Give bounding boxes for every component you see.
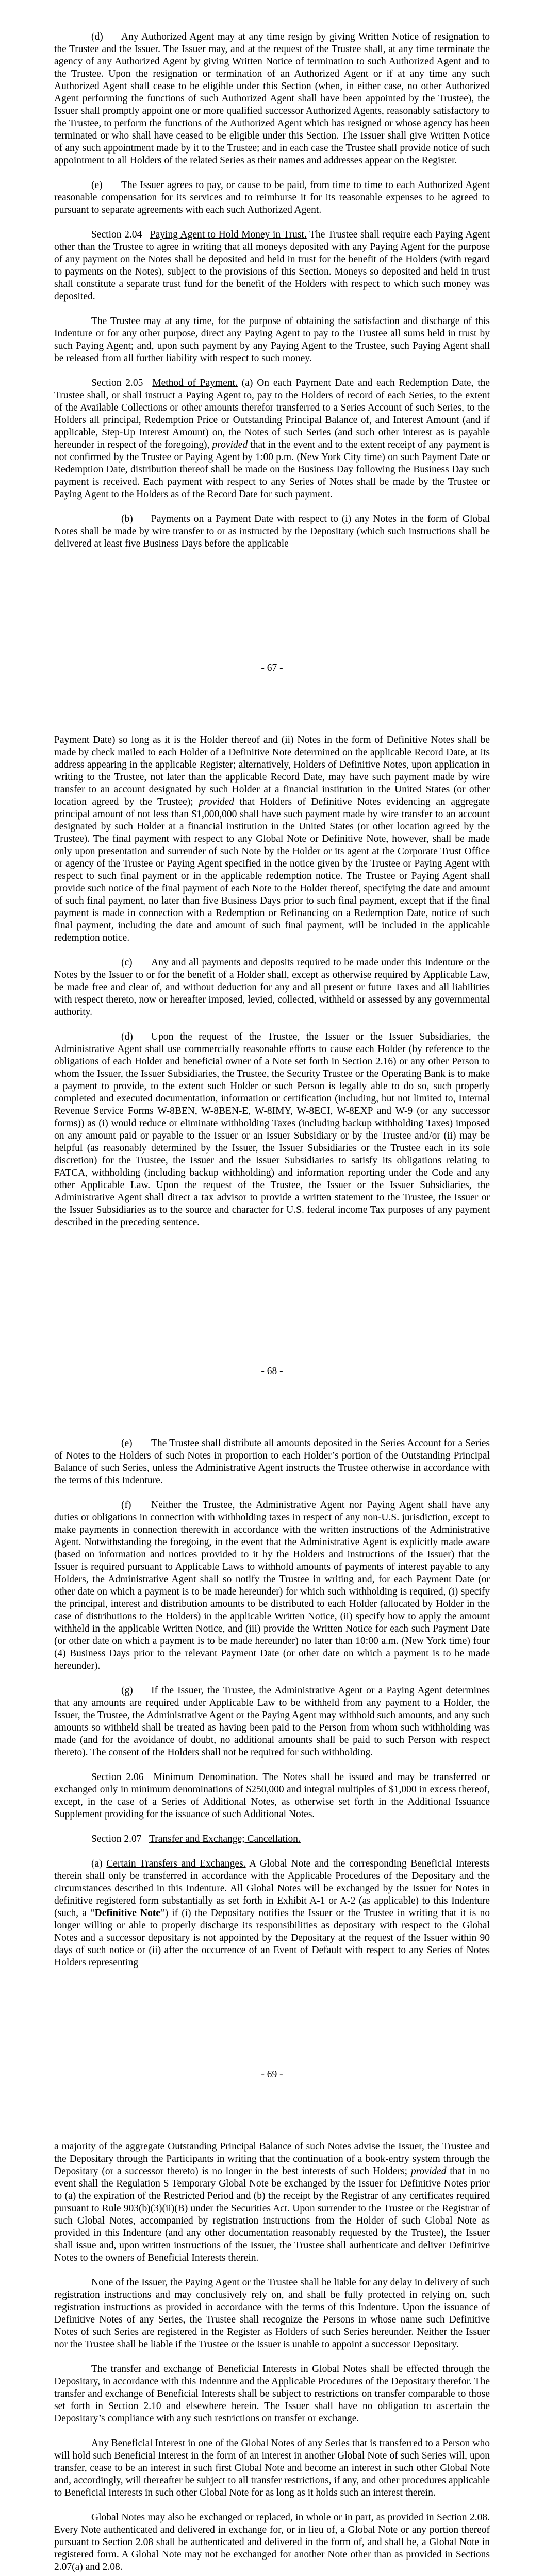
defined-term: Definitive Note (94, 1908, 160, 1919)
section-heading: Transfer and Exchange; Cancellation. (149, 1834, 301, 1844)
section-label: Section 2.04 (91, 229, 142, 240)
paragraph-text: The Trustee shall require each Paying Agent other than the Trustee to agree in writing that all moneys deposited with any Paying Agent for the purpose of any payment on the Notes shall be deposited and held in trust for the benefit of the Holders (with regard to payments on the Notes), subject to the provisions of this Section. Moneys so deposited and held in trust shall constitute a separate trust fund for the benefit of the Holders with respect to which such money was deposited. (54, 229, 490, 302)
page-70 (0, 2110, 544, 2576)
paragraph-2-05-b (54, 513, 490, 550)
paragraph-label: (d) (91, 31, 103, 42)
section-2-06 (54, 1771, 490, 1821)
paragraph-text: Neither the Trustee, the Administrative Agent nor Paying Agent shall have any duties or obligations in connection with withholding taxes in respect of any non-U.S. jurisdiction, except to make payments in connection therewith in accordance with the written instructions of the Administrative Agent. Notwithstanding the foregoing, in the event that the Administrative Agent is explicitly made aware (based on information and notices provided to it by the Holders and instructions of the Issuer) that the Issuer is required pursuant to Applicable Laws to withhold amounts of payments of interest payable to any Holders, the Administrative Agent shall so notify the Trustee in writing and, for each Payment Date (or other date on which a payment is to be made hereunder) for which such withholding is required, (i) specify the principal, interest and distribution amounts to be distributed to each Holder (allocated by Holder in the case of distributions to the Holders) in the applicable Written Notice, (ii) specify how to apply the amount withheld in the applicable Written Notice, and (iii) provide the Written Notice for each such Payment Date (or other date on which a payment is to be made hereunder) no later than 10:00 a.m. (New York time) four (4) Business Days prior to the relevant Payment Date (or other date on which a payment is to be made hereunder). (54, 1500, 490, 1671)
paragraph-2-05-e (54, 1437, 490, 1487)
paragraph-text: The Issuer agrees to pay, or cause to be paid, from time to time to each Authorized Agent reasonable compensation for its services and to reimburse it for its reasonable expenses to be agreed to pursuant to separate agreements with each such Authorized Agent. (54, 180, 490, 215)
paragraph-text: Payments on a Payment Date with respect to (i) any Notes in the form of Global Notes shall be made by wire transfer to or as instructed by the Depositary (which such instructions shall be delivered at least five Business Days before the applicable (54, 514, 490, 549)
emphasis-provided: provided (199, 796, 234, 807)
paragraph-text: A Global Note and the corresponding Beneficial Interests therein shall only be transferred in accordance with the Applicable Procedures of the Depositary and the circumstances described in this Indenture. All Global Notes will be exchanged by the Issuer for Notes in definitive registered form substantially as set forth in Exhibit A-1 or A-2 (as applicable) to this Indenture (such, a “ (54, 1858, 490, 1919)
paragraph-text: The Notes shall be issued and may be transferred or exchanged only in minimum denominations of $250,000 and integral multiples of $1,000 in excess thereof, except, in the case of a Series of Additional Notes, as otherwise set forth in the Additional Issuance Supplement providing for the issuance of such Additional Notes. (54, 1772, 490, 1820)
page-68 (0, 703, 544, 1406)
paragraph-text: Any and all payments and deposits required to be made under this Indenture or the Notes by the Issuer to or for the benefit of a Holder shall, except as otherwise required by Applicable Law, be made free and clear of, and without deduction for any and all present or future Taxes and all liabilities with respect thereto, now or hereafter imposed, levied, collected, withheld or assessed by any governmental authority. (54, 957, 490, 1018)
emphasis-provided: provided (212, 439, 248, 450)
section-heading: Minimum Denomination. (153, 1772, 258, 1783)
paragraph-transfer-and-exchange (54, 2363, 490, 2425)
paragraph-heading: Certain Transfers and Exchanges. (106, 1858, 246, 1869)
paragraph-text: The Trustee shall distribute all amounts deposited in the Series Account for a Series of Notes to the Holders of such Notes in proportion to each Holder’s portion of the Outstanding Principal Balance of such Series, unless the Administrative Agent instructs the Trustee otherwise in accordance with the terms of this Indenture. (54, 1438, 490, 1486)
paragraph-text: Upon the request of the Trustee, the Issuer or the Issuer Subsidiaries, the Administrative Agent shall use commercially reasonable efforts to cause each Holder (by reference to the obligations of each Holder and beneficial owner of a Note set forth in Section 2.16) or any other Person to whom the Issuer, the Issuer Subsidiaries, the Trustee, the Security Trustee or the Operating Bank is to make a payment to provide, to the extent such Holder or such Person is legally able to do so, such properly completed and executed documentation, information or certification (including, but not limited to, Internal Revenue Service Forms W-8BEN, W-8BEN-E, W-8IMY, W-8ECI, W-8EXP and W-9 (or any successor forms)) as (i) would reduce or eliminate withholding Taxes (including backup withholding Taxes) imposed on any amount paid or payable to the Issuer or an Issuer Subsidiary or by the Trustee and/or (ii) may be helpful (as reasonably determined by the Issuer, the Issuer Subsidiaries or the Trustee each in its sole discretion) for the Trustee, the Issuer and the Issuer Subsidiaries to satisfy its obligations relating to FATCA, withholding (including backup withholding) and information reporting under the Code and any other Applicable Law. Upon the request of the Trustee, the Issuer or the Issuer Subsidiaries, the Administrative Agent shall direct a tax advisor to provide a written statement to the Trustee, the Issuer or the Issuer Subsidiaries as to the source and character for U.S. federal income Tax purposes of any payment described in the preceding sentence. (54, 1031, 490, 1228)
paragraph-label: (c) (121, 957, 133, 968)
paragraph-text: If the Issuer, the Trustee, the Administrative Agent or a Paying Agent determines that any amounts are required under Applicable Law to be withheld from any payment to a Holder, the Issuer, the Trustee, the Administrative Agent or the Paying Agent may withhold such amounts, and any such amounts so withheld shall be treated as having been paid to the Person from whom such withholding was made (and for the avoidance of doubt, no additional amounts shall be paid to such Person with respect thereto). The consent of the Holders shall not be required for such withholding. (54, 1685, 490, 1758)
paragraph-2-07-a-continued (54, 2141, 490, 2264)
page-number: - 69 - (261, 2069, 283, 2080)
paragraph-text: None of the Issuer, the Paying Agent or the Trustee shall be liable for any delay in delivery of such registration instructions and may conclusively rely on, and shall be fully protected in relying on, such registration instructions as provided in accordance with the terms of this Indenture. Upon the issuance of Definitive Notes of any Series, the Trustee shall recognize the Persons in whose name such Definitive Notes of such Series are registered in the Register as Holders of such Series hereunder. Neither the Issuer nor the Trustee shall be liable if the Trustee or the Issuer is unable to appoint a successor Depositary. (54, 2277, 490, 2350)
section-label: Section 2.05 (91, 378, 143, 388)
emphasis-provided: provided (410, 2166, 447, 2177)
paragraph-label: (e) (91, 180, 103, 191)
page-number: - 67 - (261, 663, 283, 673)
paragraph-2-05-d (54, 1031, 490, 1229)
section-2-05 (54, 377, 490, 501)
paragraph-text: The Trustee may at any time, for the purpose of obtaining the satisfaction and discharge of this Indenture or for any other purpose, direct any Paying Agent to pay to the Trustee all sums held in trust by such Paying Agent; and, upon such payment by any Paying Agent to the Trustee, such Paying Agent shall be released from all further liability with respect to such money. (54, 316, 490, 364)
paragraph-text: Any Authorized Agent may at any time resign by giving Written Notice of resignation to the Trustee and the Issuer. The Issuer may, and at the request of the Trustee shall, at any time terminate the agency of any Authorized Agent by giving Written Notice of termination to such Authorized Agent and to the Trustee. Upon the resignation or termination of an Authorized Agent or if at any time any such Authorized Agent shall cease to be eligible under this Section (when, in either case, no other Authorized Agent performing the functions of such Authorized Agent shall have been appointed by the Trustee), the Issuer shall promptly appoint one or more qualified successor Authorized Agents, reasonably satisfactory to the Trustee, to perform the functions of the Authorized Agent which has resigned or whose agency has been terminated or who shall have ceased to be eligible under this Section. The Issuer shall give Written Notice of any such appointment made by it to the Trustee; and in each case the Trustee shall provide notice of such appointment to all Holders of the related Series as their names and addresses appear on the Register. (54, 31, 490, 166)
paragraph-2-07-a (54, 1858, 490, 1969)
paragraph-text: that in no event shall the Regulation S Temporary Global Note be exchanged by the Issuer for Definitive Notes prior to (a) the expiration of the Restricted Period and (b) the receipt by the Registrar of any certificates required pursuant to Rule 903(b)(3)(ii)(B) under the Securities Act. Upon surrender to the Trustee or the Registrar of such Global Notes, accompanied by registration instructions from the Holder of such Global Note as provided in this Indenture (and any other documentation reasonably requested by the Trustee), the Issuer shall issue and, upon written instructions of the Issuer, the Trustee shall authenticate and deliver Definitive Notes to the owners of Beneficial Interests therein. (54, 2166, 490, 2263)
paragraph-text: Payment Date) so long as it is the Holder thereof and (ii) Notes in the form of Definitive Notes shall be made by check mailed to each Holder of a Definitive Note determined on the applicable Record Date, at its address appearing in the applicable Register; alternatively, Holders of Definitive Notes, upon application in writing to the Trustee, not later than the applicable Record Date, may have such payment made by wire transfer to an account designated by such Holder at a financial institution in the United States (or other location agreed by the Trustee); (54, 735, 490, 807)
paragraph-label: (f) (121, 1500, 131, 1511)
section-2-07 (54, 1833, 490, 1845)
section-heading: Method of Payment. (152, 378, 238, 388)
section-heading: Paying Agent to Hold Money in Trust. (150, 229, 307, 240)
section-2-04 (54, 229, 490, 303)
paragraph-label: (a) (91, 1858, 103, 1869)
paragraph-text: The transfer and exchange of Beneficial Interests in Global Notes shall be effected through the Depositary, in accordance with this Indenture and the Applicable Procedures of the Depositary therefor. The transfer and exchange of Beneficial Interests shall be subject to restrictions on transfer comparable to those set forth in Section 2.10 and elsewhere herein. The Issuer shall have no obligation to ascertain the Depositary’s compliance with any such restrictions on transfer or exchange. (54, 2364, 490, 2424)
paragraph-any-beneficial-interest (54, 2437, 490, 2499)
paragraph-label: (d) (121, 1031, 133, 1042)
paragraph-text: ”) if (i) the Depositary notifies the Issuer or the Trustee in writing that it is no longer willing or able to properly discharge its responsibilities as depositary with respect to the Global Notes and a successor depositary is not appointed by the Depositary at the request of the Issuer within 90 days of such notice or (ii) after the occurrence of an Event of Default with respect to any Series of Notes Holders representing (54, 1908, 490, 1968)
section-label: Section 2.06 (91, 1772, 144, 1783)
paragraph-text: that Holders of Definitive Notes evidencing an aggregate principal amount of not less than $1,000,000 shall have such payment made by wire transfer to an account designated by such Holder at a financial institution in the United States (or other location agreed by the Trustee). The final payment with respect to any Global Note or Definitive Note, however, shall be made only upon presentation and surrender of such Note by the Holder or its agent at the Corporate Trust Office or agency of the Trustee or Paying Agent specified in the notice given by the Trustee or Paying Agent with respect to such final payment or in the applicable redemption notice. The Trustee or Paying Agent shall provide such notice of the final payment of each Note to the Holder thereof, specifying the date and amount of such final payment, no later than five Business Days prior to such final payment, except that if the final payment is made in connection with a Redemption or Refinancing on a Redemption Date, notice of such final payment, including the date and amount of such final payment, will be included in the applicable redemption notice. (54, 796, 490, 943)
paragraph-2-05-f (54, 1499, 490, 1672)
paragraph-label: (b) (121, 514, 133, 524)
page-67 (0, 0, 544, 703)
paragraph-text: (a) On each Payment Date and each Redemption Date, the Trustee shall, or shall instruct a Paying Agent to, pay to the Holders of record of each Series, to the extent of the Available Collections or other amounts therefor transferred to a Series Account of such Series, to the Holders all principal, Redemption Price or Outstanding Principal Balance of, and Interest Amount (and if applicable, Step-Up Interest Amount) on, the Notes of such Series (and such other interest as is payable hereunder in respect of the foregoing), (54, 378, 490, 450)
page-number: - 68 - (261, 1366, 283, 1377)
paragraph-2-05-c (54, 957, 490, 1019)
paragraph-label: (g) (121, 1685, 133, 1696)
paragraph-none-of-the-issuer (54, 2277, 490, 2351)
paragraph-2-03-e (54, 179, 490, 216)
paragraph-trustee-may (54, 315, 490, 365)
paragraph-text: Any Beneficial Interest in one of the Global Notes of any Series that is transferred to a Person who will hold such Beneficial Interest in the form of an interest in another Global Note of such Series will, upon transfer, cease to be an interest in such first Global Note and become an interest in such other Global Note and, accordingly, will thereafter be subject to all transfer restrictions, if any, and other procedures applicable to Beneficial Interests in such other Global Note for as long as it holds such an interest therein. (54, 2438, 490, 2498)
section-label: Section 2.07 (91, 1834, 142, 1844)
paragraph-2-03-d (54, 31, 490, 167)
paragraph-global-notes (54, 2512, 490, 2573)
paragraph-text: a majority of the aggregate Outstanding Principal Balance of such Notes advise the Issuer, the Trustee and the Depositary through the Participants in writing that the continuation of a book-entry system through the Depositary (or a successor thereto) is no longer in the best interests of such Holders; (54, 2141, 490, 2177)
paragraph-text: Global Notes may also be exchanged or replaced, in whole or in part, as provided in Section 2.08. Every Note authenticated and delivered in exchange for, or in lieu of, a Global Note or any portion thereof pursuant to Section 2.08 shall be authenticated and delivered in the form of, and shall be, a Global Note in registered form. A Global Note may not be exchanged for another Note other than as provided in Sections 2.07(a) and 2.08. (54, 2512, 490, 2572)
paragraph-label: (e) (121, 1438, 133, 1449)
paragraph-2-05-g (54, 1685, 490, 1759)
paragraph-text: that in the event and to the extent receipt of any payment is not confirmed by the Trustee or Paying Agent by 1:00 p.m. (New York City time) on such Payment Date or Redemption Date, distribution thereof shall be made on the Business Day following the Business Day such payment is received. Each payment with respect to any Series of Notes shall be made by the Trustee or Paying Agent to the Holders as of the Record Date for such payment. (54, 439, 490, 500)
paragraph-2-05-b-continued (54, 734, 490, 944)
page-69 (0, 1406, 544, 2110)
